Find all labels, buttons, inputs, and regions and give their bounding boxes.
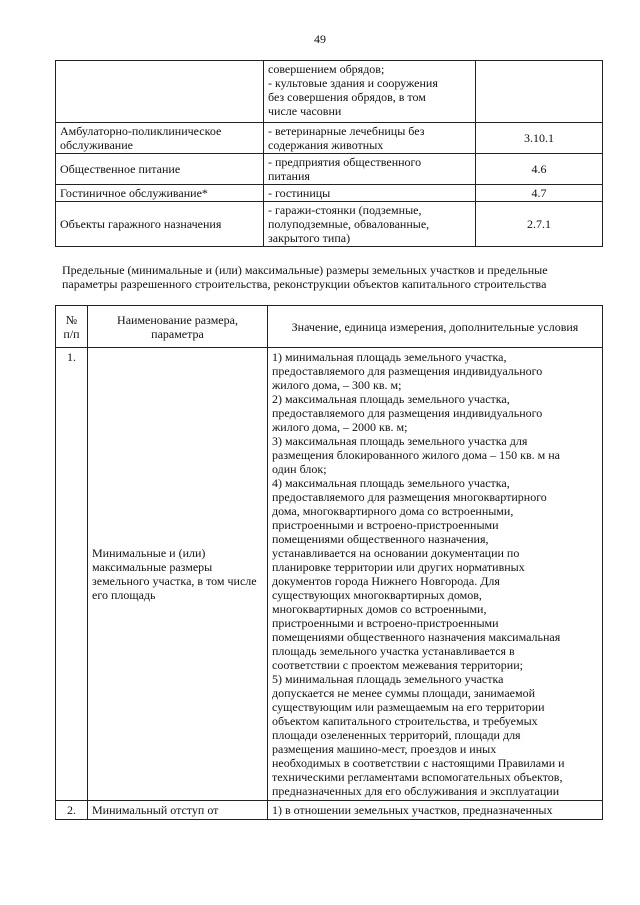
- value-line: один блок;: [272, 462, 327, 476]
- use-types: [264, 123, 476, 154]
- value-line: размещения машино-мест, проездов и иных: [272, 742, 497, 756]
- use-code: 4.7: [476, 185, 603, 202]
- parameter-name: Минимальный отступ от: [88, 801, 268, 820]
- value-line: соответствии с проектом межевания территории;: [272, 658, 523, 672]
- value-line: документов города Нижнего Новгорода. Для: [272, 574, 500, 588]
- value-line: предназначенных для его обслуживания и эксплуатации: [272, 784, 560, 798]
- parameter-name: Минимальные и (или) максимальные размеры земельного участка, в том числе его площадь: [88, 348, 268, 801]
- value-line: пристроенными и встроено-пристроенными: [272, 518, 499, 532]
- table-header-row: [56, 306, 603, 348]
- use-line: без совершения обрядов, в том: [268, 90, 426, 104]
- value-line: жилого дома, – 300 кв. м;: [272, 378, 402, 392]
- value-line: допускается не менее суммы площади, занимаемой: [272, 686, 535, 700]
- use-line: - гостиницы: [268, 186, 331, 200]
- table-row: [56, 123, 603, 154]
- use-line: закрытого типа): [268, 231, 351, 245]
- row-number: 2.: [56, 801, 88, 820]
- table-row: [56, 348, 603, 801]
- value-line: техническими регламентами вспомогательных объектов,: [272, 770, 563, 784]
- value-line: площадь земельного участка устанавливается в: [272, 644, 515, 658]
- use-code: 3.10.1: [476, 123, 603, 154]
- use-category: Объекты гаражного назначения: [56, 202, 264, 247]
- value-line: 2) максимальная площадь земельного участка,: [272, 392, 510, 406]
- header-value: Значение, единица измерения, дополнительные условия: [268, 306, 603, 348]
- use-types: [264, 202, 476, 247]
- value-line: 3) максимальная площадь земельного участка для: [272, 434, 528, 448]
- row-number: 1.: [56, 348, 88, 801]
- value-line: пристроенными и встроено-пристроенными: [272, 616, 499, 630]
- table-row: [56, 61, 603, 123]
- value-line: жилого дома, – 2000 кв. м;: [272, 420, 408, 434]
- value-line: 4) максимальная площадь земельного участка,: [272, 476, 510, 490]
- table-row: [56, 154, 603, 185]
- table-row: [56, 185, 603, 202]
- section-heading-paragraph: Предельные (минимальные и (или) максимальные) размеры земельных участков и предельные параметры разрешенного строительства, реконструкции объектов капитального строительства: [62, 263, 548, 291]
- value-line: 1) минимальная площадь земельного участка,: [272, 350, 507, 364]
- header-num: № п/п: [56, 306, 88, 348]
- use-code: 2.7.1: [476, 202, 603, 247]
- permitted-uses-table: [55, 60, 603, 247]
- use-line: содержания животных: [268, 138, 384, 152]
- use-line: числе часовни: [268, 104, 342, 118]
- use-code: [476, 61, 603, 123]
- use-line: совершением обрядов;: [268, 62, 385, 76]
- use-line: - предприятия общественного: [268, 155, 422, 169]
- parameters-table: [55, 305, 603, 820]
- value-line: многоквартирных домов со встроенными,: [272, 602, 487, 616]
- use-category: Гостиничное обслуживание*: [56, 185, 264, 202]
- parameter-value: 1) в отношении земельных участков, предназначенных: [268, 801, 603, 820]
- value-line: существующим или размещаемым на его территории: [272, 700, 545, 714]
- use-line: - гаражи-стоянки (подземные,: [268, 203, 422, 217]
- value-line: площади озелененных территорий, площади для: [272, 728, 521, 742]
- table-row: [56, 801, 603, 820]
- value-line: помещениями общественного назначения максимальная: [272, 630, 561, 644]
- use-types: [264, 154, 476, 185]
- value-line: предоставляемого для размещения индивидуального: [272, 364, 543, 378]
- value-line: объектом капитального строительства, и требуемых: [272, 714, 538, 728]
- table-row: [56, 202, 603, 247]
- parameter-value: [268, 348, 603, 801]
- use-category: Амбулаторно-поликлиническое обслуживание: [56, 123, 264, 154]
- value-line: устанавливается на основании документации по: [272, 546, 520, 560]
- value-line: предоставляемого для размещения многоквартирного: [272, 490, 547, 504]
- page-number: 49: [314, 32, 326, 46]
- use-category: Общественное питание: [56, 154, 264, 185]
- use-line: полуподземные, обвалованные,: [268, 217, 430, 231]
- value-line: необходимых в соответствии с настоящими Правилами и: [272, 756, 565, 770]
- value-line: дома, многоквартирного дома со встроенными,: [272, 504, 514, 518]
- use-types: [264, 61, 476, 123]
- value-line: 5) минимальная площадь земельного участка: [272, 672, 504, 686]
- value-line: размещения блокированного жилого дома – 150 кв. м на: [272, 448, 560, 462]
- use-line: - культовые здания и сооружения: [268, 76, 438, 90]
- use-types: [264, 185, 476, 202]
- use-line: - ветеринарные лечебницы без: [268, 124, 425, 138]
- header-name: Наименование размера, параметра: [88, 306, 268, 348]
- value-line: планировке территории или других нормативных: [272, 560, 525, 574]
- use-category: [56, 61, 264, 123]
- use-line: питания: [268, 169, 310, 183]
- value-line: предоставляемого для размещения индивидуального: [272, 406, 543, 420]
- use-code: 4.6: [476, 154, 603, 185]
- value-line: помещениями общественного назначения,: [272, 532, 489, 546]
- value-line: существующих многоквартирных домов,: [272, 588, 482, 602]
